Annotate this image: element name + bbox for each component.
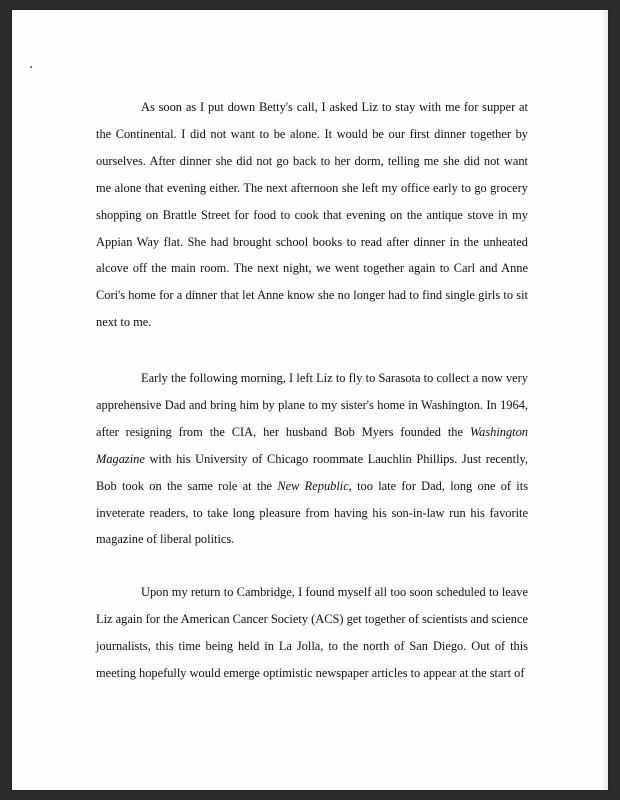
typed-page — [12, 10, 608, 790]
page-edge — [602, 10, 608, 790]
paragraph-2-title-washington-magazine: Washington Magazine — [96, 424, 528, 466]
paragraph-2-title-new-republic: New Republic, — [277, 478, 352, 493]
paragraph-2 — [96, 365, 528, 553]
paragraph-1-text: As soon as I put down Betty's call, I asked Liz to stay with me for supper at the Continental. I did not want to be alone. It would be our first dinner together by ourselves. After dinner she did not go back to her dorm, telling me she did not want me alone that evening either. The next afternoon she left my office early to go grocery shopping on Brattle Street for food to cook that evening on the antique stove in my Appian Way flat. She had brought school books to read after dinner in the unheated alcove off the main room. The next night, we went together again to Carl and Anne Cori's home for a dinner that let Anne know she no longer had to find single girls to sit next to me. — [96, 100, 528, 330]
paragraph-3 — [96, 579, 528, 687]
paragraph-3-text: Upon my return to Cambridge, I found myself all too soon scheduled to leave Liz again for the American Cancer Society (ACS) get together of scientists and science journalists, this time being held in La Jolla, to the north of San Diego. Out of this meeting hopefully would emerge optimistic newspaper articles to appear at the start of — [96, 585, 528, 680]
paragraph-2-text-a: Early the following morning, I left Liz to fly to Sarasota to collect a now very apprehensive Dad and bring him by plane to my sister's home in Washington. In 1964, after resigning from the CIA, her husband Bob Myers founded the — [96, 371, 528, 439]
paragraph-2-text-b: with his University of Chicago roommate Lauchlin Phillips. Just recently, Bob took on the same role at the — [96, 451, 528, 493]
paper-speck — [30, 66, 32, 68]
paragraph-1 — [96, 94, 528, 336]
paragraph-2-text-c: too late for Dad, long one of its inveterate readers, to take long pleasure from having his son-in-law run his favorite magazine of liberal politics. — [96, 478, 529, 547]
